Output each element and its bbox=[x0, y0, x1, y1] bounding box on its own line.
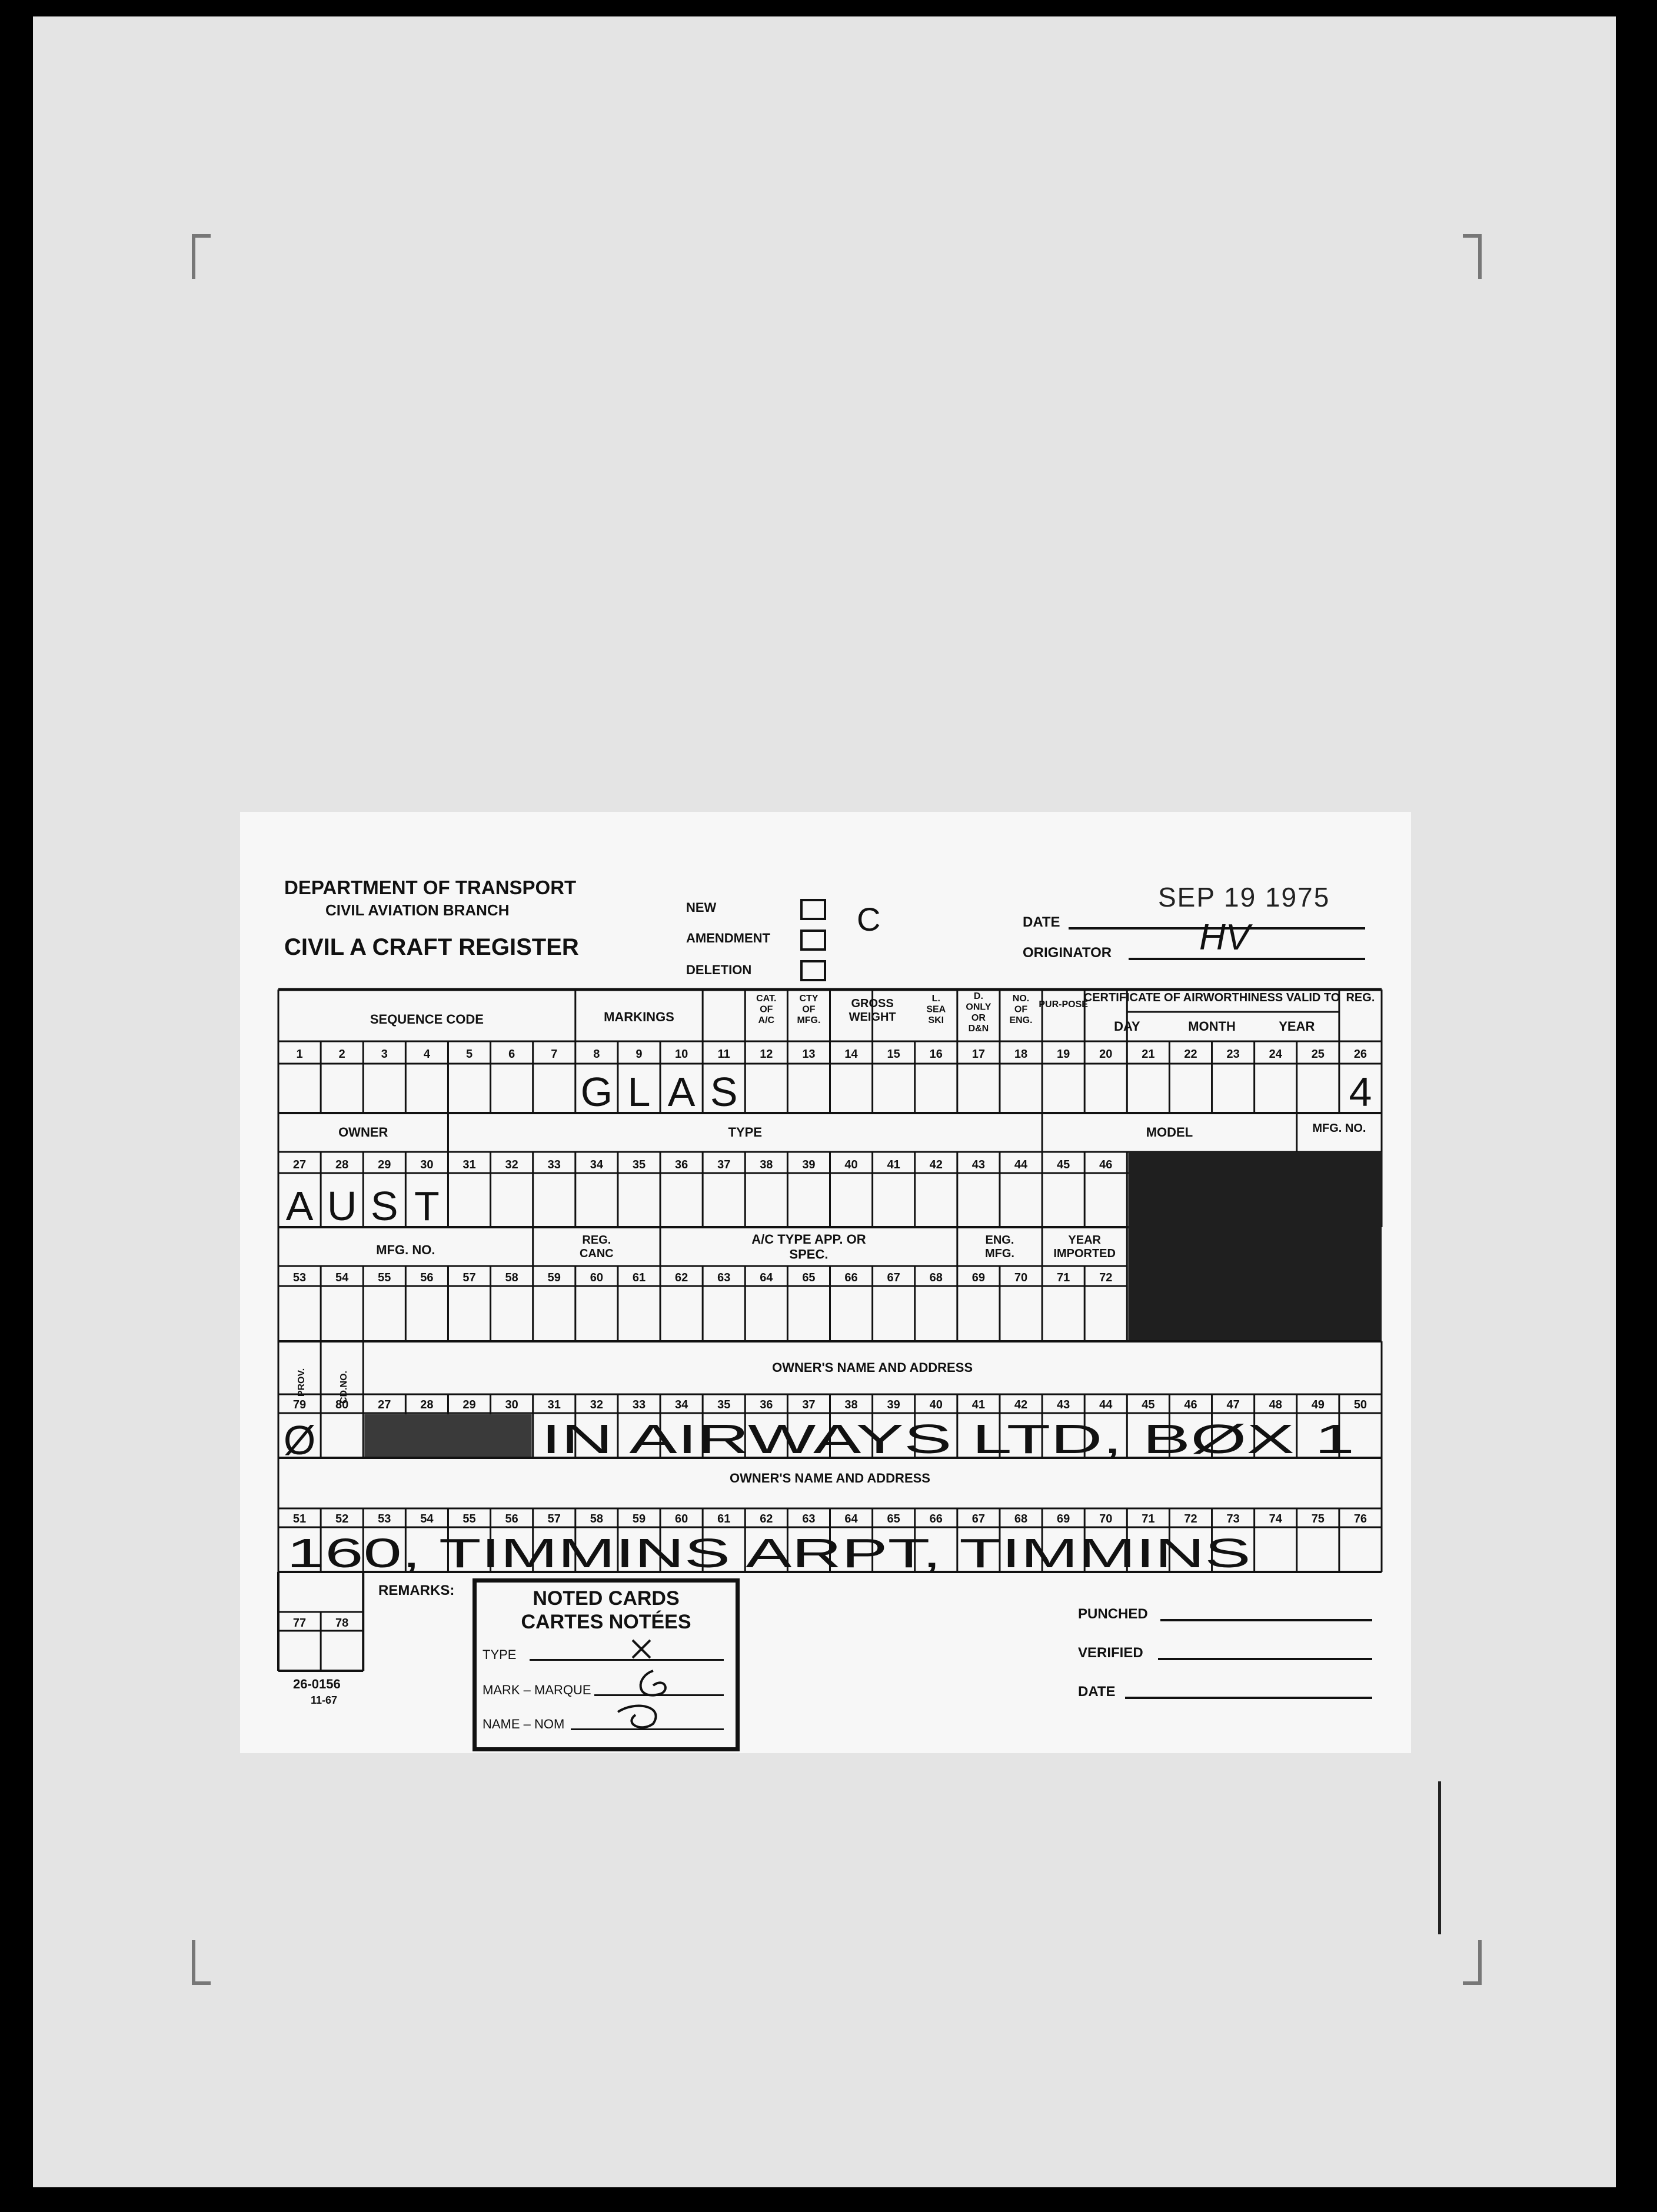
column-number: 42 bbox=[1014, 1398, 1028, 1411]
column-number: 58 bbox=[505, 1271, 518, 1284]
column-number: 23 bbox=[1226, 1048, 1240, 1061]
column-number: 41 bbox=[887, 1158, 900, 1171]
column-number: 17 bbox=[971, 1048, 986, 1061]
column-number: 76 bbox=[1353, 1513, 1367, 1525]
column-number: 24 bbox=[1269, 1048, 1282, 1061]
column-number: 37 bbox=[717, 1158, 731, 1171]
column-number: 4 bbox=[423, 1048, 430, 1061]
column-number: 43 bbox=[1057, 1398, 1070, 1411]
column-number: 61 bbox=[717, 1513, 731, 1525]
column-number: 5 bbox=[465, 1048, 473, 1061]
footer-date-label: DATE bbox=[1078, 1684, 1116, 1700]
header-markings: MARKINGS bbox=[604, 1010, 674, 1024]
column-number: 48 bbox=[1269, 1398, 1282, 1411]
column-number: 31 bbox=[547, 1398, 561, 1411]
stamp-name-label: NAME – NOM bbox=[483, 1717, 565, 1731]
column-number: 40 bbox=[929, 1398, 943, 1411]
column-number: 34 bbox=[674, 1398, 688, 1411]
column-number: 33 bbox=[547, 1158, 561, 1171]
column-number: 73 bbox=[1226, 1513, 1240, 1525]
column-number: 66 bbox=[929, 1513, 943, 1525]
column-number: 67 bbox=[887, 1271, 900, 1284]
column-number: 21 bbox=[1142, 1048, 1155, 1061]
column-number: 33 bbox=[632, 1398, 646, 1411]
column-number: 72 bbox=[1184, 1513, 1197, 1525]
column-number: 55 bbox=[378, 1271, 391, 1284]
column-number: 7 bbox=[551, 1048, 558, 1061]
form-number: 26-0156 bbox=[293, 1677, 341, 1691]
column-number: 57 bbox=[463, 1271, 476, 1284]
column-number: 8 bbox=[593, 1048, 600, 1061]
header-mfg-no: MFG. NO. bbox=[1312, 1122, 1366, 1135]
column-number: 29 bbox=[378, 1158, 391, 1171]
column-number: 53 bbox=[378, 1513, 391, 1525]
column-number: 15 bbox=[887, 1048, 900, 1061]
header-cat: CAT. OF A/C bbox=[756, 994, 777, 1025]
header-purpose: PUR-POSE bbox=[1039, 1000, 1088, 1010]
stamp-title-fr: CARTES NOTÉES bbox=[521, 1611, 691, 1633]
header-sequence-code: SEQUENCE CODE bbox=[370, 1012, 484, 1027]
originator-value: HV bbox=[1199, 917, 1250, 958]
column-number-77: 77 bbox=[292, 1617, 307, 1630]
date-stamp: SEP 19 1975 bbox=[1158, 882, 1330, 912]
column-number: 44 bbox=[1014, 1158, 1028, 1171]
column-number: 12 bbox=[760, 1048, 773, 1061]
column-number: 18 bbox=[1014, 1048, 1028, 1061]
prov-entry: Ø bbox=[283, 1417, 316, 1463]
column-number: 20 bbox=[1099, 1048, 1113, 1061]
header-gross-weight: GROSS WEIGHT bbox=[849, 997, 896, 1024]
column-number: 63 bbox=[802, 1513, 816, 1525]
amendment-label: AMENDMENT bbox=[686, 931, 770, 945]
column-number: 35 bbox=[717, 1398, 731, 1411]
header-year: YEAR bbox=[1279, 1019, 1315, 1034]
column-number: 34 bbox=[590, 1158, 603, 1171]
column-number: 2 bbox=[338, 1048, 345, 1061]
column-number: 64 bbox=[844, 1513, 858, 1525]
column-number: 13 bbox=[802, 1048, 816, 1061]
column-number: 68 bbox=[1014, 1513, 1028, 1525]
verified-line bbox=[1158, 1658, 1372, 1660]
header-day: DAY bbox=[1114, 1019, 1140, 1034]
column-number: 70 bbox=[1099, 1513, 1113, 1525]
column-number: 56 bbox=[420, 1271, 434, 1284]
initials-scribbles bbox=[477, 1583, 736, 1747]
column-number: 50 bbox=[1353, 1398, 1367, 1411]
column-number: 62 bbox=[674, 1271, 688, 1284]
column-number: 9 bbox=[635, 1048, 643, 1061]
row1-entry: L bbox=[627, 1069, 651, 1115]
header-type-app: A/C TYPE APP. OR SPEC. bbox=[751, 1232, 866, 1262]
punched-label: PUNCHED bbox=[1078, 1606, 1148, 1622]
header-owner: OWNER bbox=[338, 1125, 388, 1140]
column-number: 39 bbox=[802, 1158, 816, 1171]
remarks-label: REMARKS: bbox=[378, 1583, 455, 1598]
column-number: 63 bbox=[717, 1271, 731, 1284]
header-d-only: D. ONLY OR D&N bbox=[966, 991, 991, 1034]
column-number: 30 bbox=[505, 1398, 518, 1411]
crop-mark-top-right bbox=[1463, 234, 1482, 279]
header-eng-mfg: ENG. MFG. bbox=[984, 1234, 1014, 1260]
column-number: 22 bbox=[1184, 1048, 1197, 1061]
column-number: 46 bbox=[1099, 1158, 1113, 1171]
column-number: 59 bbox=[547, 1271, 561, 1284]
amendment-mark: C bbox=[857, 901, 881, 938]
column-number: 40 bbox=[844, 1158, 858, 1171]
header-cdno: CD.NO. bbox=[339, 1371, 350, 1404]
form-date: 11-67 bbox=[311, 1694, 338, 1706]
header-cty: CTY OF MFG. bbox=[797, 994, 821, 1025]
column-number: 68 bbox=[929, 1271, 943, 1284]
crop-mark-bottom-right bbox=[1463, 1940, 1482, 1985]
column-number: 38 bbox=[844, 1398, 858, 1411]
column-number: 29 bbox=[463, 1398, 476, 1411]
column-number: 35 bbox=[632, 1158, 646, 1171]
column-number: 69 bbox=[1057, 1513, 1070, 1525]
column-number: 53 bbox=[292, 1271, 307, 1284]
row1-entry: 4 bbox=[1349, 1069, 1372, 1115]
column-number: 14 bbox=[844, 1048, 858, 1061]
department-title: DEPARTMENT OF TRANSPORT bbox=[284, 877, 577, 898]
column-number: 1 bbox=[296, 1048, 303, 1061]
column-number: 36 bbox=[760, 1398, 773, 1411]
date-label: DATE bbox=[1023, 914, 1060, 930]
column-number: 49 bbox=[1311, 1398, 1325, 1411]
row1-entry: S bbox=[710, 1069, 738, 1115]
originator-label: ORIGINATOR bbox=[1023, 945, 1112, 961]
stamp-type-label: TYPE bbox=[483, 1647, 517, 1662]
column-number: 54 bbox=[335, 1271, 349, 1284]
column-number: 59 bbox=[632, 1513, 646, 1525]
row2-entry: A bbox=[285, 1183, 314, 1229]
column-number: 69 bbox=[971, 1271, 986, 1284]
column-number: 36 bbox=[674, 1158, 688, 1171]
column-number: 66 bbox=[844, 1271, 858, 1284]
column-number: 58 bbox=[590, 1513, 603, 1525]
header-mfg-no-2: MFG. NO. bbox=[376, 1242, 435, 1257]
column-number: 72 bbox=[1099, 1271, 1113, 1284]
column-number: 71 bbox=[1057, 1271, 1070, 1284]
column-number: 25 bbox=[1311, 1048, 1325, 1061]
verified-label: VERIFIED bbox=[1078, 1645, 1143, 1661]
column-number: 28 bbox=[420, 1398, 434, 1411]
column-number: 45 bbox=[1142, 1398, 1155, 1411]
column-number: 60 bbox=[590, 1271, 603, 1284]
column-number: 54 bbox=[420, 1513, 434, 1525]
edge-line bbox=[1438, 1781, 1441, 1934]
row2-entry: T bbox=[414, 1183, 440, 1229]
register-title: CIVIL A CRAFT REGISTER bbox=[284, 934, 579, 960]
column-number: 27 bbox=[378, 1398, 391, 1411]
column-number: 74 bbox=[1269, 1513, 1282, 1525]
column-number: 30 bbox=[420, 1158, 434, 1171]
row1-entry: A bbox=[667, 1069, 696, 1115]
column-number: 46 bbox=[1184, 1398, 1197, 1411]
column-number: 60 bbox=[674, 1513, 688, 1525]
deletion-label: DELETION bbox=[686, 962, 752, 977]
column-number: 52 bbox=[335, 1513, 349, 1525]
column-number: 19 bbox=[1057, 1048, 1070, 1061]
column-number: 10 bbox=[674, 1048, 688, 1061]
column-number: 67 bbox=[971, 1513, 986, 1525]
shaded-cells bbox=[364, 1414, 531, 1457]
row2-entry: U bbox=[327, 1183, 357, 1229]
header-model: MODEL bbox=[1146, 1125, 1193, 1140]
column-number: 51 bbox=[292, 1513, 307, 1525]
column-number: 55 bbox=[463, 1513, 476, 1525]
header-sea-ski: L. SEA SKI bbox=[926, 994, 946, 1025]
column-number: 28 bbox=[335, 1158, 349, 1171]
column-number: 41 bbox=[971, 1398, 986, 1411]
column-number: 57 bbox=[547, 1513, 561, 1525]
column-number: 44 bbox=[1099, 1398, 1113, 1411]
stamp-title-en: NOTED CARDS bbox=[533, 1587, 680, 1610]
crop-mark-top-left bbox=[192, 234, 211, 279]
column-number: 71 bbox=[1142, 1513, 1155, 1525]
column-number: 43 bbox=[971, 1158, 986, 1171]
column-number: 11 bbox=[717, 1048, 730, 1061]
owner-name-entry-1: IN AIRWAYS LTD, BØX 1 bbox=[541, 1416, 1355, 1462]
owner-name-entry-2: 160, TIMMINS ARPT, TIMMINS bbox=[287, 1530, 1251, 1576]
column-number: 61 bbox=[632, 1271, 646, 1284]
column-number: 45 bbox=[1057, 1158, 1070, 1171]
column-number: 70 bbox=[1014, 1271, 1028, 1284]
column-number: 42 bbox=[929, 1158, 943, 1171]
stamp-mark-label: MARK – MARQUE bbox=[483, 1683, 591, 1697]
column-number: 64 bbox=[760, 1271, 773, 1284]
header-reg: REG. bbox=[1346, 991, 1375, 1004]
header-prov: PROV. bbox=[297, 1368, 307, 1397]
column-number-78: 78 bbox=[335, 1617, 349, 1630]
header-year-imported: YEAR IMPORTED bbox=[1053, 1234, 1116, 1260]
column-number: 26 bbox=[1353, 1048, 1367, 1061]
column-number: 37 bbox=[802, 1398, 816, 1411]
column-number: 75 bbox=[1311, 1513, 1325, 1525]
noted-cards-stamp bbox=[473, 1578, 740, 1751]
header-owners-name-1: OWNER'S NAME AND ADDRESS bbox=[772, 1360, 973, 1375]
header-owners-name-2: OWNER'S NAME AND ADDRESS bbox=[730, 1471, 930, 1485]
form-grid bbox=[240, 812, 1411, 1753]
column-number: 38 bbox=[760, 1158, 773, 1171]
punched-line bbox=[1160, 1619, 1372, 1621]
shaded-block bbox=[1128, 1152, 1382, 1341]
row2-entry: S bbox=[370, 1183, 398, 1229]
crop-mark-bottom-left bbox=[192, 1940, 211, 1985]
header-type: TYPE bbox=[728, 1125, 763, 1140]
column-number: 32 bbox=[590, 1398, 603, 1411]
branch-title: CIVIL AVIATION BRANCH bbox=[325, 901, 510, 919]
column-number: 56 bbox=[505, 1513, 518, 1525]
header-reg-canc: REG. CANC bbox=[579, 1234, 614, 1260]
new-label: NEW bbox=[686, 900, 717, 915]
column-number: 6 bbox=[508, 1048, 515, 1061]
column-number: 31 bbox=[463, 1158, 476, 1171]
footer-date-line bbox=[1125, 1697, 1372, 1699]
column-number: 3 bbox=[381, 1048, 388, 1061]
column-number: 32 bbox=[505, 1158, 518, 1171]
column-number: 39 bbox=[887, 1398, 900, 1411]
header-no-eng: NO. OF ENG. bbox=[1009, 994, 1033, 1025]
column-number: 47 bbox=[1226, 1398, 1240, 1411]
row1-entry: G bbox=[580, 1069, 613, 1115]
header-month: MONTH bbox=[1188, 1019, 1236, 1034]
column-number: 27 bbox=[292, 1158, 307, 1171]
header-certificate: CERTIFICATE OF AIRWORTHINESS VALID TO bbox=[1083, 991, 1340, 1004]
column-number: 79 bbox=[292, 1398, 307, 1411]
column-number: 80 bbox=[335, 1398, 349, 1411]
column-number: 65 bbox=[802, 1271, 816, 1284]
column-number: 62 bbox=[760, 1513, 773, 1525]
column-number: 16 bbox=[929, 1048, 943, 1061]
column-number: 65 bbox=[887, 1513, 900, 1525]
register-card bbox=[240, 812, 1411, 1753]
